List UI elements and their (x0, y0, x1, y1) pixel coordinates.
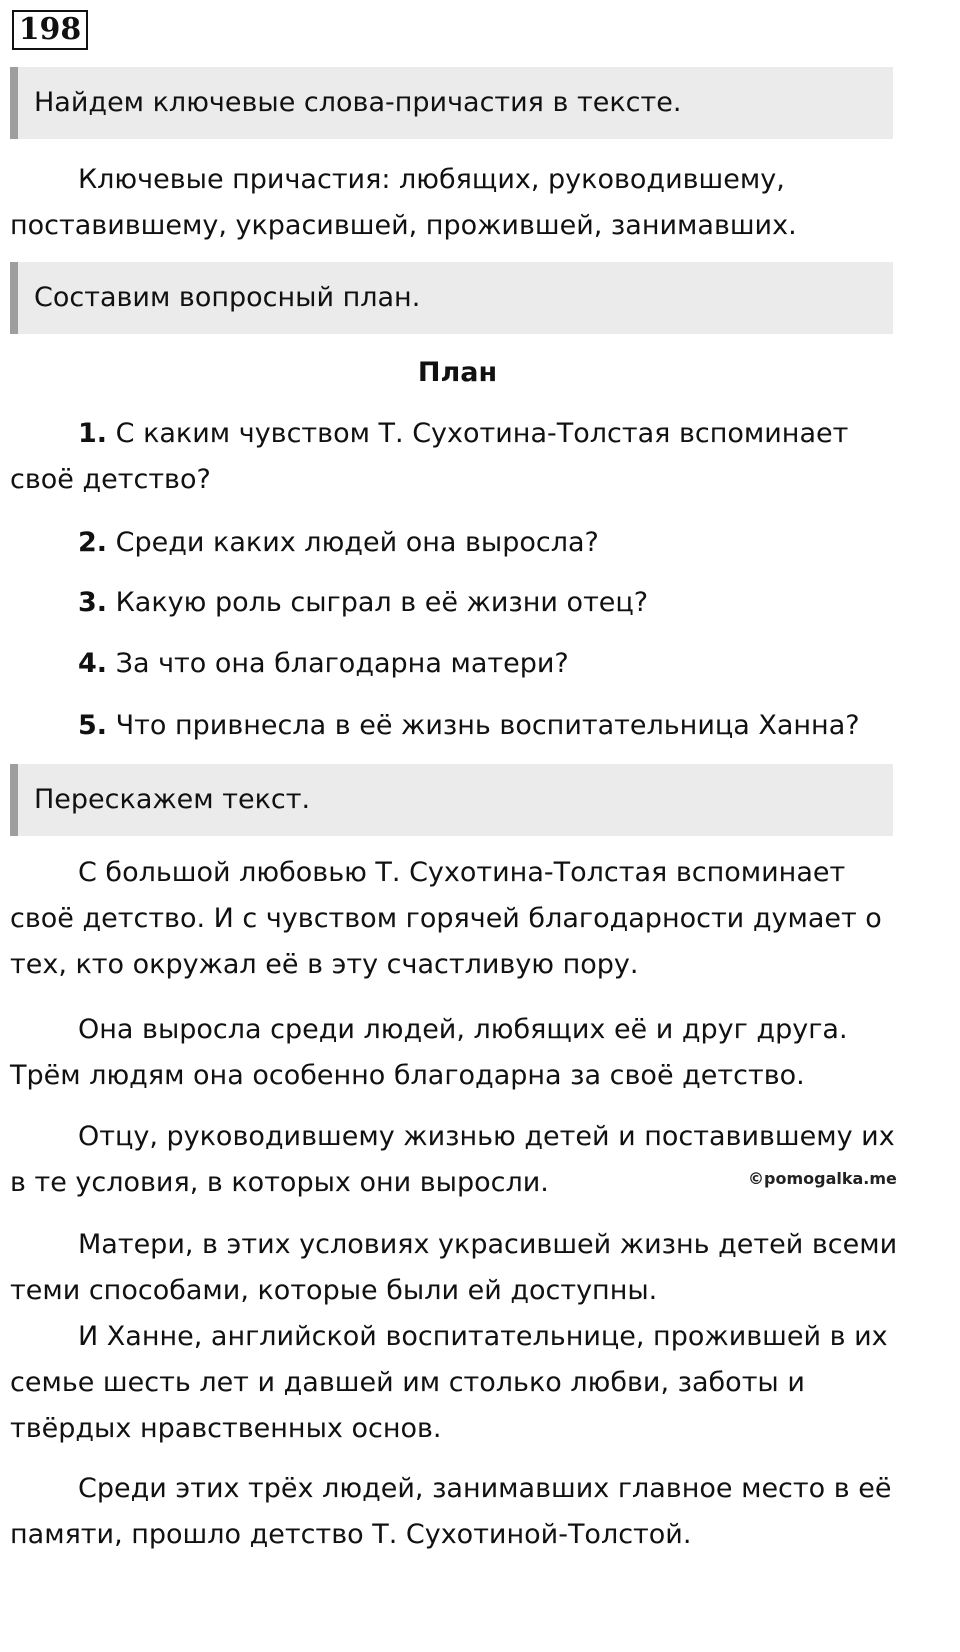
retelling-paragraph-3: Отцу, руководившему жизнью детей и поставившему их в те условия, в которых они выросли. (10, 1121, 895, 1198)
step-make-plan: Составим вопросный план. (10, 262, 893, 334)
retelling-paragraph-1: С большой любовью Т. Сухотина-Толстая вспоминает своё детство. И с чувством горячей благодарности думает о тех, кто окружал её в эту счастливую пору. (10, 857, 882, 980)
plan-item-text: С каким чувством Т. Сухотина-Толстая вспоминает своё детство? (10, 418, 849, 495)
plan-item-number: 5. (78, 710, 108, 741)
retelling-paragraph-2: Она выросла среди людей, любящих её и друг друга. Трём людям она особенно благодарна за своё детство. (10, 1014, 848, 1091)
plan-item-4 (10, 641, 910, 687)
plan-item-number: 3. (78, 587, 108, 618)
task-number: 198 (12, 10, 88, 50)
retelling-paragraph-6: Среди этих трёх людей, занимавших главное место в её памяти, прошло детство Т. Сухотиной-Толстой. (10, 1473, 892, 1550)
step-retell: Перескажем текст. (10, 764, 893, 836)
plan-item-text: Среди каких людей она выросла? (115, 527, 599, 558)
step-find-participles: Найдем ключевые слова-причастия в тексте. (10, 67, 893, 139)
plan-item-3 (10, 580, 910, 626)
retelling-paragraph-4: Матери, в этих условиях украсившей жизнь детей всеми теми способами, которые были ей доступны. (10, 1229, 898, 1306)
plan-item-number: 2. (78, 527, 108, 558)
key-participles-paragraph: Ключевые причастия: любящих, руководившему, поставившему, украсившей, прожившей, занимавших. (10, 164, 797, 241)
plan-item-number: 1. (78, 418, 108, 449)
plan-item-1 (10, 411, 910, 503)
watermark: ©pomogalka.me (748, 1169, 897, 1188)
retelling-paragraph-5: И Ханне, английской воспитательнице, прожившей в их семье шесть лет и давшей им столько любви, заботы и твёрдых нравственных основ. (10, 1321, 888, 1444)
plan-item-text: Что привнесла в её жизнь воспитательница Ханна? (115, 710, 860, 741)
plan-item-2 (10, 520, 910, 566)
plan-item-text: За что она благодарна матери? (115, 648, 569, 679)
plan-item-number: 4. (78, 648, 108, 679)
plan-item-text: Какую роль сыграл в её жизни отец? (115, 587, 649, 618)
plan-item-5 (10, 703, 910, 749)
plan-title: План (417, 357, 498, 388)
